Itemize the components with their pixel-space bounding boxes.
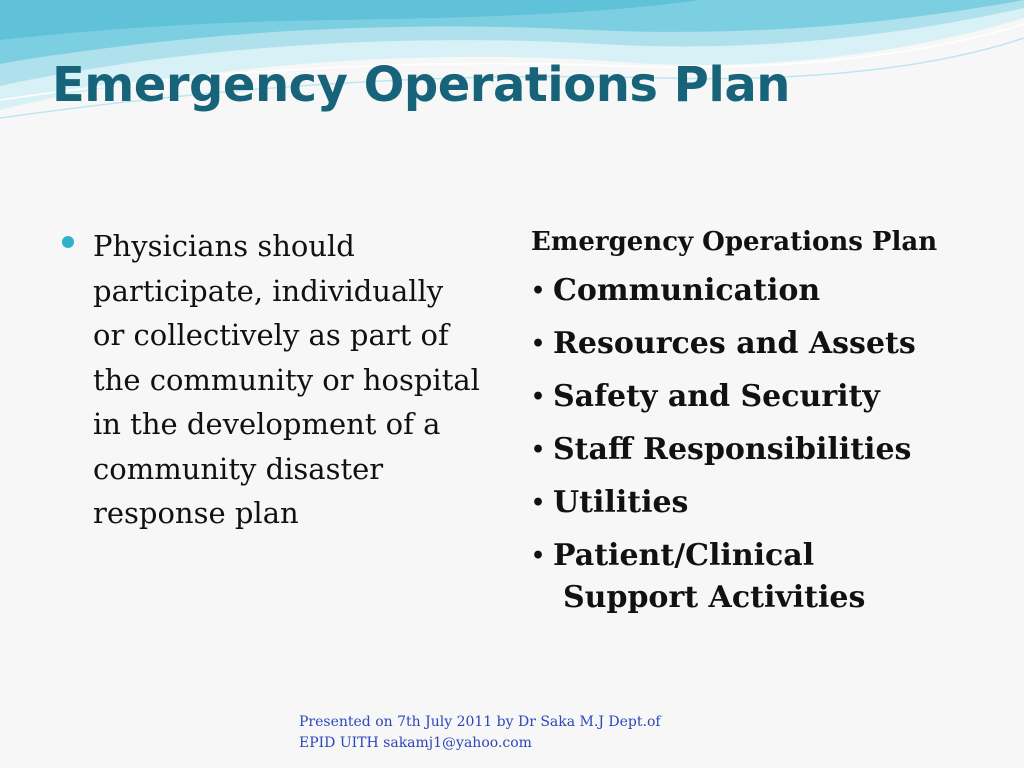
list-item-label: Resources and Assets xyxy=(553,326,916,361)
list-item-label: Patient/Clinical Support Activities xyxy=(553,538,866,615)
list-item xyxy=(531,429,1011,471)
list-item xyxy=(531,376,1011,418)
bullet-dot-icon xyxy=(62,236,74,248)
left-bullet-text: Physicians should participate, individually or collectively as part of the community or hospital in the development of a community disaster response plan xyxy=(93,229,480,530)
list-item-label: Staff Responsibilities xyxy=(553,432,912,467)
bullet-icon: • xyxy=(531,331,546,357)
list-item xyxy=(531,535,1011,619)
right-content xyxy=(531,222,1011,630)
footer-line-2: EPID UITH sakamj1@yahoo.com xyxy=(299,735,532,751)
bullet-icon: • xyxy=(531,490,546,516)
bullet-icon: • xyxy=(531,543,546,569)
bullet-icon: • xyxy=(531,384,546,410)
slide-title: Emergency Operations Plan xyxy=(52,57,790,113)
slide-footer xyxy=(299,712,699,754)
bullet-icon: • xyxy=(531,437,546,463)
bullet-icon: • xyxy=(531,278,546,304)
right-heading: Emergency Operations Plan xyxy=(531,227,938,257)
list-item-label: Safety and Security xyxy=(553,379,880,414)
list-item xyxy=(531,482,1011,524)
plan-components-list xyxy=(531,270,1011,619)
list-item xyxy=(531,323,1011,365)
list-item-label: Communication xyxy=(553,273,821,308)
left-content xyxy=(62,224,482,536)
list-item xyxy=(531,270,1011,312)
list-item-label: Utilities xyxy=(553,485,689,520)
footer-line-1: Presented on 7th July 2011 by Dr Saka M.J Dept.of xyxy=(299,714,661,730)
